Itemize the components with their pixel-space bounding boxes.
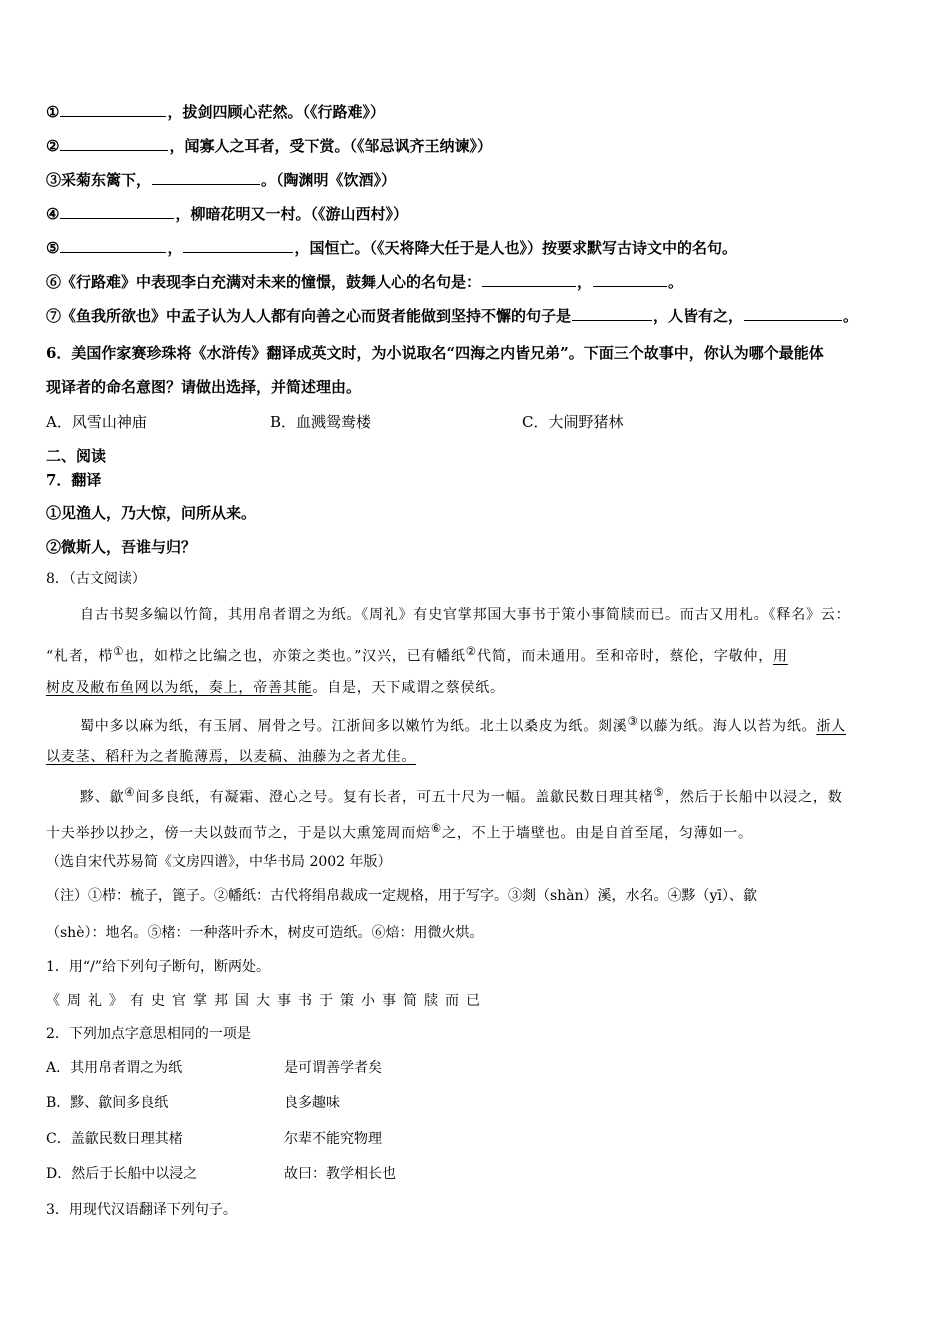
q6-option-a[interactable]: A．风雪山神庙 <box>46 413 147 431</box>
answer-blank[interactable] <box>183 238 293 253</box>
q5-line-7-mid: ，人皆有之， <box>653 307 744 325</box>
q8-sub-2: 2．下列加点字意思相同的一项是 <box>46 1026 251 1042</box>
footnote-ref-1: ① <box>113 644 125 658</box>
answer-blank[interactable] <box>482 272 576 287</box>
option-pair: 尔辈不能究物理 <box>284 1131 382 1147</box>
option-label: C．盖歙民数日理其楮 <box>46 1131 183 1147</box>
q8-title: 8．（古文阅读） <box>46 571 146 587</box>
footnote-ref-5: ⑤ <box>653 785 665 799</box>
q5-line-6-head: ⑥《行路难》中表现李白充满对未来的憧憬，鼓舞人心的名句是： <box>46 273 482 291</box>
footnote-ref-3: ③ <box>627 714 639 728</box>
q5-line-3-text: 。（陶渊明《饮酒》） <box>261 171 397 189</box>
option-pair: 是可谓善学者矣 <box>284 1060 382 1076</box>
q8-sub-3: 3．用现代汉语翻译下列句子。 <box>46 1202 237 1218</box>
q5-line-4 <box>46 204 408 224</box>
q6-text-line-2: 现译者的命名意图？请做出选择，并简述理由。 <box>46 378 362 396</box>
q8-p3-l1-part-c: ，然后于长船中以浸之，数 <box>664 789 843 806</box>
q8-p3-l1-part-a: 黟、歙 <box>80 789 125 806</box>
answer-blank[interactable] <box>60 136 168 151</box>
q8-passage-p1-l2 <box>46 641 788 667</box>
q6-option-c[interactable]: C．大闹野猪林 <box>522 413 624 431</box>
q8-p3-l1-part-b: 间多良纸，有凝霜、澄心之号。复有长者，可五十尺为一幅。盖歙民数日理其楮 <box>135 789 654 806</box>
answer-blank[interactable] <box>572 306 652 321</box>
q5-line-1-num: ① <box>46 103 60 121</box>
q8-source: （选自宋代苏易简《文房四谱》，中华书局 2002 年版） <box>46 854 392 870</box>
q8-passage-p2-l2 <box>46 747 416 767</box>
q5-line-6-end: 。 <box>668 273 684 291</box>
option-label: B．黟、歙间多良纸 <box>46 1095 169 1111</box>
q5-line-2-text: ，闻寡人之耳者，受下赏。（《邹忌讽齐王纳谏》） <box>169 137 492 155</box>
q7-item-2: ②微斯人，吾谁与归？ <box>46 538 197 556</box>
q8-notes-line-1: （注）①栉：梳子，篦子。②幡纸：古代将绢帛裁成一定规格，用于写字。③剡（shàn）溪，水名。④黟（yī）、歙 <box>46 888 757 904</box>
q5-line-6 <box>46 272 683 292</box>
q8-p1-l3-part-b: 。自是，天下咸谓之蔡侯纸。 <box>312 680 505 696</box>
q7-title: 7．翻译 <box>46 471 102 489</box>
q8-p1-l2-part-b: 也，如栉之比编之也，亦策之类也。”汉兴，已有幡纸 <box>124 648 466 665</box>
q8-p1-l2-part-c: 代简，而未通用。至和帝时，蔡伦，字敬仲， <box>477 648 774 665</box>
q5-line-1 <box>46 102 385 122</box>
q8-p1-l2-part-a: “札者，栉 <box>46 648 114 665</box>
answer-blank[interactable] <box>60 238 166 253</box>
q5-line-3-head: ③采菊东篱下， <box>46 171 152 189</box>
q8-sub-2-option-b[interactable] <box>46 1093 340 1113</box>
q8-sub-2-option-c[interactable] <box>46 1129 382 1149</box>
q5-line-2-num: ② <box>46 137 60 155</box>
answer-blank[interactable] <box>152 170 260 185</box>
q8-underlined-text: 浙人 <box>816 718 847 735</box>
q5-line-7 <box>46 306 858 326</box>
footnote-ref-2: ② <box>465 644 478 658</box>
q8-passage-p3-l1 <box>80 782 843 808</box>
footnote-ref-4: ④ <box>124 785 136 799</box>
q8-p3-l2-part-b: 之，不上于墙壁也。由是自首至尾，匀薄如一。 <box>442 825 753 842</box>
q5-line-2 <box>46 136 492 156</box>
q8-p2-l1-part-b: 以藤为纸。海人以苔为纸。 <box>638 718 817 735</box>
q8-p2-l1-part-a: 蜀中多以麻为纸，有玉屑、屑骨之号。江浙间多以嫩竹为纸。北土以桑皮为纸。剡溪 <box>80 718 628 735</box>
answer-blank[interactable] <box>60 204 174 219</box>
q8-sub-1-sentence: 《周礼》有史官掌邦国大事书于策小事简牍而已 <box>46 993 487 1009</box>
section-heading: 二、阅读 <box>46 447 107 465</box>
option-label: D．然后于长船中以浸之 <box>46 1166 198 1182</box>
q5-line-6-mid: ， <box>577 273 593 291</box>
q8-passage-p3-l2 <box>46 818 753 844</box>
q8-p3-l2-part-a: 十夫举抄以抄之，傍一夫以鼓而节之，于是以大熏笼周而焙 <box>46 825 431 842</box>
q8-passage-p2-l1 <box>80 711 846 737</box>
answer-blank[interactable] <box>60 102 166 117</box>
answer-blank[interactable] <box>593 272 667 287</box>
option-pair: 良多趣味 <box>284 1095 340 1111</box>
option-label: A．其用帛者谓之为纸 <box>46 1060 183 1076</box>
q8-underlined-text: 树皮及敝布鱼网以为纸，奏上，帝善其能 <box>46 680 313 696</box>
footnote-ref-6: ⑥ <box>430 821 443 835</box>
q5-line-1-text: ，拔剑四顾心茫然。（《行路难》） <box>167 103 385 121</box>
q5-line-5-text: ，国恒亡。（《天将降大任于是人也》）按要求默写古诗文中的名句。 <box>294 239 737 257</box>
q5-line-5-num: ⑤ <box>46 239 60 257</box>
q5-line-4-text: ，柳暗花明又一村。（《游山西村》） <box>175 205 408 223</box>
q6-option-b[interactable]: B．血溅鸳鸯楼 <box>270 413 372 431</box>
q5-line-7-end: 。 <box>843 307 859 325</box>
q5-line-3 <box>46 170 396 190</box>
q8-sub-1: 1．用“/”给下列句子断句，断两处。 <box>46 959 270 975</box>
answer-blank[interactable] <box>744 306 842 321</box>
q8-underlined-text: 以麦茎、稻秆为之者脆薄焉，以麦稿、油藤为之者尤佳。 <box>46 749 416 765</box>
q8-notes-line-2: （shè）：地名。⑤楮：一种落叶乔木，树皮可造纸。⑥焙：用微火烘。 <box>46 925 484 941</box>
option-pair: 故曰：教学相长也 <box>284 1166 396 1182</box>
q8-passage-p1-l3 <box>46 678 505 698</box>
q6-text-line-1: 6．美国作家赛珍珠将《水浒传》翻译成英文时，为小说取名“四海之内皆兄弟”。下面三个故事中，你认为哪个最能体 <box>46 344 824 362</box>
q7-item-1: ①见渔人，乃大惊，问所从来。 <box>46 504 257 522</box>
q5-line-7-head: ⑦《鱼我所欲也》中孟子认为人人都有向善之心而贤者能做到坚持不懈的句子是 <box>46 307 572 325</box>
q8-sub-2-option-a[interactable] <box>46 1058 382 1078</box>
q5-line-4-num: ④ <box>46 205 60 223</box>
q8-underlined-text: 用 <box>773 648 788 665</box>
q8-passage-p1-l1: 自古书契多编以竹简，其用帛者谓之为纸。《周礼》有史官掌邦国大事书于策小事简牍而已。而古又用札。《释名》云： <box>80 607 851 623</box>
q5-line-5-mid: ， <box>167 239 183 257</box>
q5-line-5 <box>46 238 737 258</box>
q8-sub-2-option-d[interactable] <box>46 1164 396 1184</box>
